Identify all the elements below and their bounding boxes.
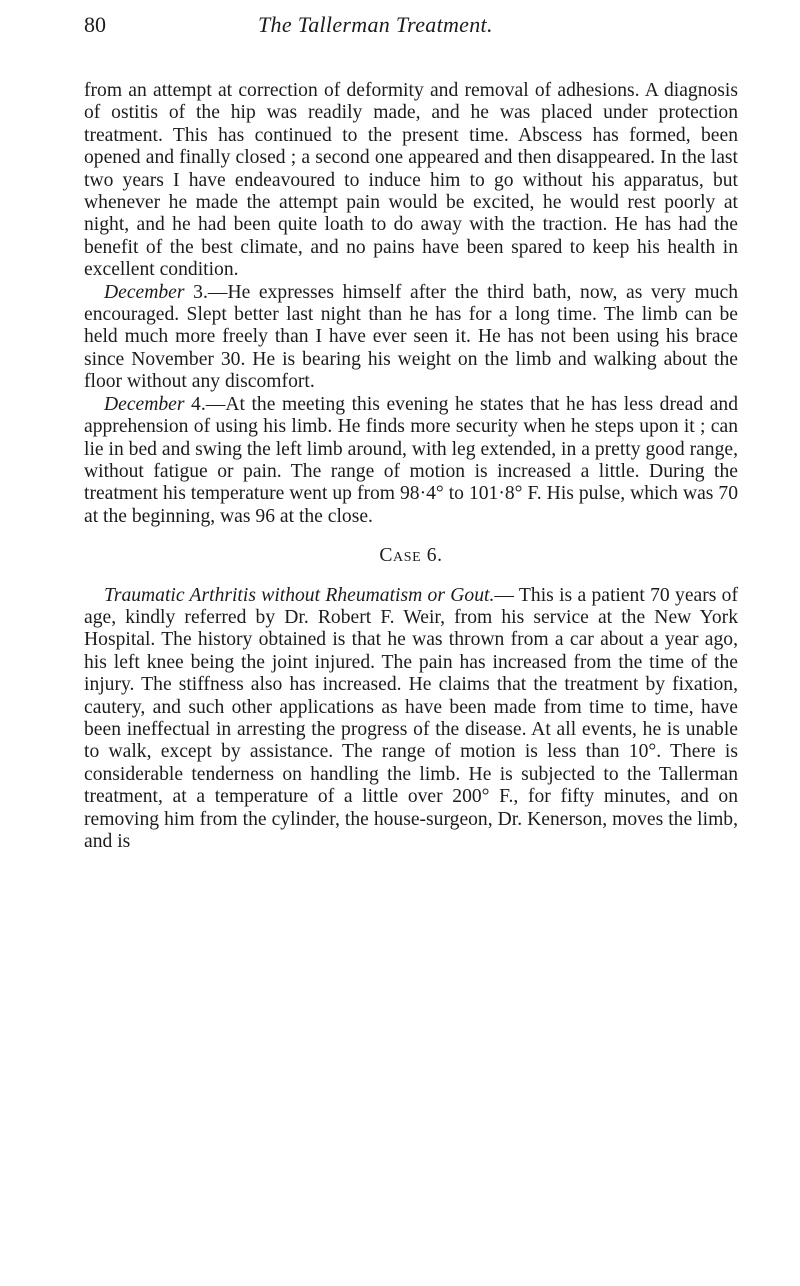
paragraph-case-6 — [84, 585, 738, 854]
entry-date: December — [104, 281, 185, 303]
page-number: 80 — [84, 12, 106, 37]
paragraph-december-3 — [84, 282, 738, 394]
case-text: — This is a patient 70 years of age, kindly referred by Dr. Robert F. Weir, from his service at the New York Hospital. The history obtained is that he was thrown from a car about a year ago, his left knee being the joint injured. The pain has increased from the time of the injury. The stiffness also has increased. He claims that the treatment by fixation, cautery, and such other applications as have been made from time to time, have been ineffectual in arresting the progress of the disease. At all events, he is unable to walk, except by assistance. The range of motion is less than 10°. There is considerable tenderness on handling the limb. He is subjected to the Tallerman treatment, at a temperature of a little over 200° F., for fifty minutes, and on removing him from the cylinder, the house-surgeon, Dr. Kenerson, moves the limb, and is — [84, 584, 738, 852]
running-title: The Tallerman Treatment. — [258, 12, 493, 37]
running-head — [84, 10, 744, 40]
paragraph-december-4 — [84, 394, 738, 528]
entry-text: 3.—He expresses himself after the third bath, now, as very much encouraged. Slept better last night than he has for a long time. The limb can be held much more freely than I have ever seen it. He has not been using his brace since November 30. He is bearing his weight on the limb and walking about the floor without any discomfort. — [84, 281, 738, 393]
body-text — [84, 80, 738, 853]
entry-date: December — [104, 393, 185, 415]
entry-text: 4.—At the meeting this evening he states that he has less dread and apprehension of using his limb. He finds more security when he steps upon it ; can lie in bed and swing the left limb around, with leg extended, in a pretty good range, without fatigue or pain. The range of motion is increased a little. During the treatment his temperature went up from 98·4° to 101·8° F. His pulse, which was 70 at the beginning, was 96 at the close. — [84, 393, 738, 527]
case-heading: Case 6. — [379, 545, 443, 567]
case-title: Traumatic Arthritis without Rheumatism or Gout. — [104, 584, 495, 606]
paragraph-continuation: from an attempt at correction of deformity and removal of adhesions. A diagnosis of ostitis of the hip was readily made, and he was placed under protection treatment. This has continued to the present time. Abscess has formed, been opened and finally closed ; a second one appeared and then disappeared. In the last two years I have endeavoured to induce him to go without his apparatus, but whenever he made the attempt pain would be excited, he would rest poorly at night, and he had been quite loath to do away with the traction. He has had the benefit of the best climate, and no pains have been spared to keep his health in excellent condition. — [84, 80, 738, 281]
